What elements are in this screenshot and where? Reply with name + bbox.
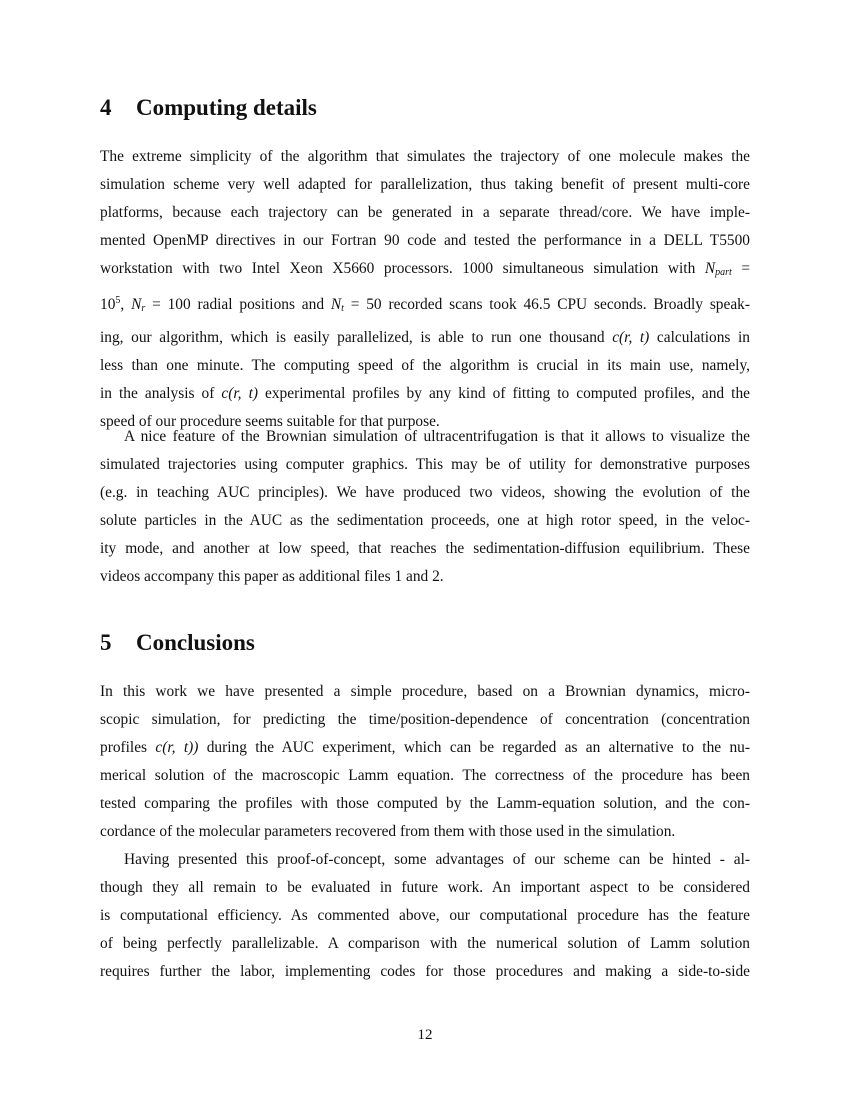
section-title: Conclusions [136, 630, 255, 655]
text-line: in the analysis of c(r, t) experimental profiles by any kind of fitting to computed profiles, and the [100, 384, 750, 402]
paragraph [100, 423, 750, 592]
text-line: workstation with two Intel Xeon X5660 processors. 1000 simultaneous simulation with $N_{part}$ = [100, 260, 751, 279]
paragraph [100, 846, 750, 986]
text-line: ing, our algorithm, which is easily parallelized, is able to run one thousand c(r, t) calculations in [100, 328, 751, 346]
text-line: A nice feature of the Brownian simulation of ultracentrifugation is that it allows to visualize the [124, 428, 750, 445]
text-line: of being perfectly parallelizable. A comparison with the numerical solution of Lamm solution [100, 935, 750, 953]
text-line: platforms, because each trajectory can be generated in a separate thread/core. We have imple- [100, 204, 750, 222]
paragraph [100, 678, 750, 847]
text-line: (e.g. in teaching AUC principles). We have produced two videos, showing the evolution of the [100, 484, 750, 502]
text-line: videos accompany this paper as additional files 1 and 2. [100, 568, 444, 586]
text-line: requires further the labor, implementing codes for those procedures and making a side-to-side [100, 963, 750, 981]
text-line: $10^5$, $N_r = 100$ radial positions and $N_t = 50$ recorded scans took 46.5 CPU seconds. Broadly speak- [100, 295, 750, 315]
text-line: cordance of the molecular parameters recovered from them with those used in the simulation. [100, 823, 676, 841]
text-line: ity mode, and another at low speed, that reaches the sedimentation-diffusion equilibrium. These [100, 540, 750, 558]
section-heading-4 [100, 95, 317, 121]
text-line: scopic simulation, for predicting the time/position-dependence of concentration (concentration [100, 711, 750, 729]
text-line: Having presented this proof-of-concept, some advantages of our scheme can be hinted - al- [124, 851, 750, 868]
text-line: mented OpenMP directives in our Fortran 90 code and tested the performance in a DELL T5500 [100, 232, 750, 250]
text-line: is computational efficiency. As commented above, our computational procedure has the feature [100, 907, 750, 925]
section-number: 4 [100, 95, 112, 120]
text-line: profiles c(r, t)) during the AUC experiment, which can be regarded as an alternative to the nu- [100, 739, 750, 757]
text-line: The extreme simplicity of the algorithm that simulates the trajectory of one molecule makes the [100, 148, 750, 165]
text-line: speed of our procedure seems suitable for that purpose. [100, 412, 440, 430]
text-line: In this work we have presented a simple procedure, based on a Brownian dynamics, micro- [100, 683, 750, 700]
text-line: simulation scheme very well adapted for parallelization, thus taking benefit of present multi-core [100, 176, 750, 194]
section-number: 5 [100, 630, 112, 655]
section-title: Computing details [136, 95, 317, 120]
text-line: simulated trajectories using computer graphics. This may be of utility for demonstrative purposes [100, 456, 750, 474]
page-number: 12 [417, 1027, 433, 1043]
text-line: less than one minute. The computing speed of the algorithm is crucial in its main use, namely, [100, 356, 750, 374]
text-line: merical solution of the macroscopic Lamm equation. The correctness of the procedure has been [100, 767, 750, 785]
text-line: though they all remain to be evaluated in future work. An important aspect to be considered [100, 879, 750, 897]
text-line: solute particles in the AUC as the sedimentation proceeds, one at high rotor speed, in the veloc- [100, 512, 750, 530]
section-heading-5 [100, 630, 255, 656]
paragraph [100, 143, 750, 436]
text-line: tested comparing the profiles with those computed by the Lamm-equation solution, and the con- [100, 795, 750, 813]
